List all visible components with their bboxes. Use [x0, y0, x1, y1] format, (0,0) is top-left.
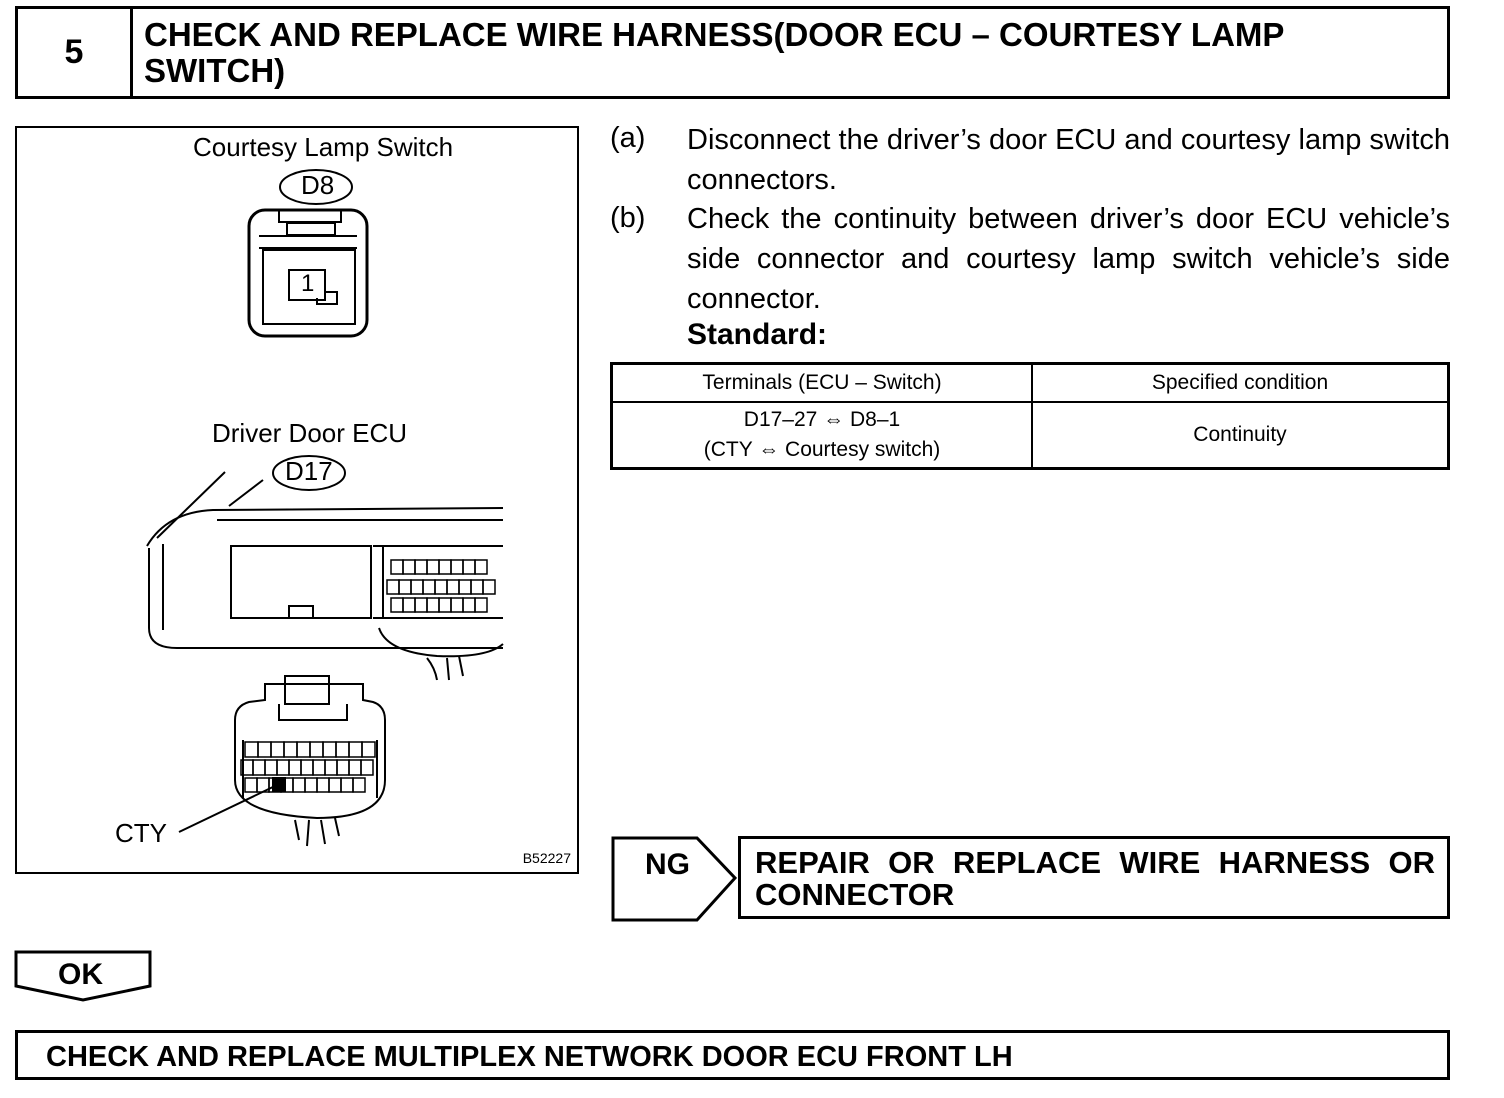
pin-cell: [253, 760, 265, 775]
pin-cell: [245, 742, 258, 757]
d8-connector-label: D8: [301, 170, 335, 200]
pin-cell: [423, 580, 435, 594]
spec-cell-condition: Continuity: [1032, 402, 1449, 469]
pin-cell: [471, 580, 483, 594]
pin-cell: [415, 598, 427, 612]
spec-cell-terminals: [612, 402, 1033, 469]
pin-cell: [463, 598, 475, 612]
connector-drawing: [17, 128, 577, 872]
harness-pin-grid: [241, 742, 375, 792]
pin-cell: [362, 742, 375, 757]
spec-header-terminals: Terminals (ECU – Switch): [612, 364, 1033, 403]
spec-table: [610, 362, 1450, 470]
instruction-a-text: Disconnect the driver’s door ECU and courtesy lamp switch connectors.: [687, 124, 1450, 196]
pin-cell: [475, 560, 487, 574]
pin-cell: [427, 560, 439, 574]
pin-cell: [336, 742, 349, 757]
pin-cell: [391, 598, 403, 612]
pin-cell: [245, 778, 257, 792]
connector-figure: [15, 126, 579, 874]
terminals-line-1: D17–27 ⇔ D8–1: [743, 408, 901, 431]
pin-cell: [399, 580, 411, 594]
next-step-text: CHECK AND REPLACE MULTIPLEX NETWORK DOOR ECU FRONT LH: [46, 1041, 1013, 1073]
pin-cell: [439, 598, 451, 612]
pin-cell: [411, 580, 423, 594]
ng-label: NG: [645, 848, 690, 881]
pin-cell: [297, 742, 310, 757]
pin-cell: [483, 580, 495, 594]
ecu-pin-grid: [387, 560, 495, 612]
pin-cell: [349, 742, 362, 757]
pin-cell: [391, 560, 403, 574]
figure-code: B52227: [522, 850, 571, 866]
courtesy-switch-label: Courtesy Lamp Switch: [193, 132, 454, 162]
pin-cell: [361, 760, 373, 775]
pin-cell: [329, 778, 341, 792]
pin-cell: [258, 742, 271, 757]
d8-pin-label: 1: [301, 270, 315, 297]
ecu-housing: [147, 508, 503, 648]
pin-cell: [323, 742, 336, 757]
d17-harness-connector: [235, 676, 385, 846]
pin-cell: [289, 760, 301, 775]
spec-header-condition: Specified condition: [1032, 364, 1449, 403]
instruction-a-letter: (a): [610, 122, 646, 154]
pin-cell: [451, 560, 463, 574]
pin-cell: [265, 760, 277, 775]
pin-cell: [341, 778, 353, 792]
next-step-box: [15, 1030, 1450, 1080]
pin-cell: [463, 560, 475, 574]
d17-connector-label: D17: [285, 456, 333, 486]
ng-action-text: REPAIR OR REPLACE WIRE HARNESS OR CONNECTOR: [755, 845, 1435, 912]
pin-cell: [271, 742, 284, 757]
pin-cell: [439, 560, 451, 574]
terminals-line-2: (CTY ⇔ Courtesy switch): [703, 438, 941, 461]
pin-cell: [293, 778, 305, 792]
table-row: [612, 402, 1449, 469]
pin-cell: [349, 760, 361, 775]
ng-action-box: [738, 836, 1450, 919]
pin-cell: [475, 598, 487, 612]
instruction-b-text: Check the continuity between driver’s door ECU vehicle’s side connector and courtesy lamp switch vehicle’s side connector.: [687, 203, 1450, 315]
pin-cell: [435, 580, 447, 594]
pin-cell: [427, 598, 439, 612]
pin-cell: [301, 760, 313, 775]
standard-label: Standard:: [687, 318, 828, 351]
ok-label: OK: [58, 958, 103, 991]
pin-cell: [403, 598, 415, 612]
pin-cell: [451, 598, 463, 612]
pin-cell: [447, 580, 459, 594]
pin-cell: [459, 580, 471, 594]
pin-cell: [305, 778, 317, 792]
cty-label: CTY: [115, 818, 167, 848]
pin-cell: [325, 760, 337, 775]
pin-cell: [277, 760, 289, 775]
pin-cell: [415, 560, 427, 574]
pin-cell: [337, 760, 349, 775]
pin-cell: [317, 778, 329, 792]
pin-cell: [310, 742, 323, 757]
pin-cell: [387, 580, 399, 594]
cty-terminal: [273, 778, 285, 791]
spec-table-header-row: [612, 364, 1449, 403]
pin-cell: [284, 742, 297, 757]
step-title: CHECK AND REPLACE WIRE HARNESS(DOOR ECU – COURTESY LAMP SWITCH): [144, 16, 1284, 89]
pin-cell: [403, 560, 415, 574]
step-header: [15, 6, 1450, 99]
step-number: 5: [18, 9, 133, 96]
instruction-b-letter: (b): [610, 202, 646, 234]
ecu-label: Driver Door ECU: [212, 418, 408, 448]
pin-cell: [353, 778, 365, 792]
pin-cell: [313, 760, 325, 775]
